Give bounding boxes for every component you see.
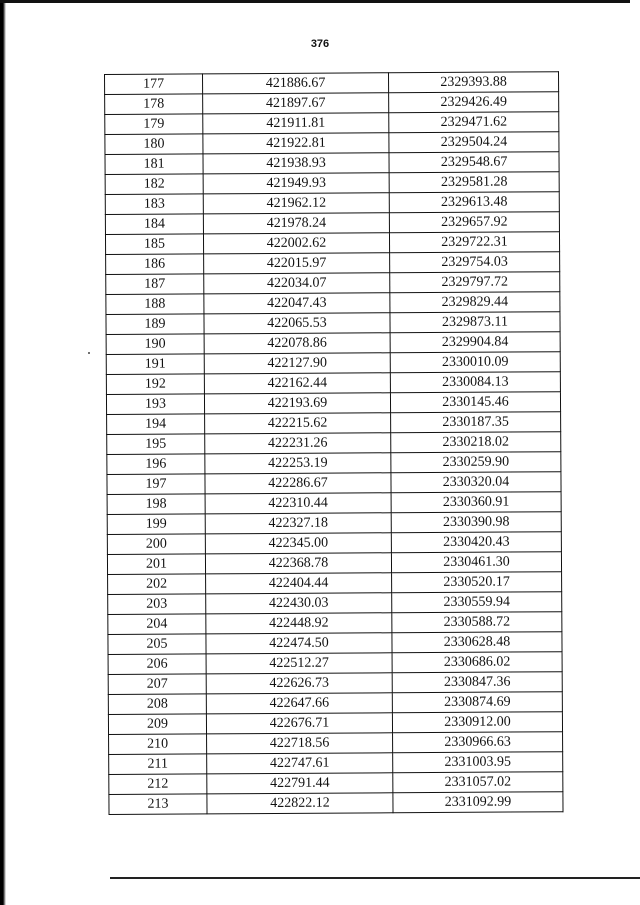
table-row (107, 432, 561, 455)
y-coordinate-cell: 2329504.24 (389, 132, 559, 153)
y-coordinate-cell: 2329873.11 (390, 312, 560, 333)
table-row (105, 172, 559, 195)
table-row (105, 152, 559, 175)
y-coordinate-cell: 2329613.48 (389, 192, 559, 213)
x-coordinate-cell: 422822.12 (207, 793, 393, 814)
y-coordinate-cell: 2330084.13 (390, 372, 560, 393)
point-number-cell: 194 (107, 414, 205, 435)
x-coordinate-cell: 422231.26 (205, 433, 391, 454)
y-coordinate-cell: 2329471.62 (389, 112, 559, 133)
table-row (108, 592, 562, 615)
table-row (107, 472, 561, 495)
y-coordinate-cell: 2329426.49 (389, 92, 559, 113)
point-number-cell: 201 (107, 554, 205, 575)
point-number-cell: 212 (109, 774, 207, 795)
point-number-cell: 199 (107, 514, 205, 535)
x-coordinate-cell: 422676.71 (206, 713, 392, 734)
y-coordinate-cell: 2329581.28 (389, 172, 559, 193)
point-number-cell: 196 (107, 454, 205, 475)
point-number-cell: 208 (108, 694, 206, 715)
y-coordinate-cell: 2330420.43 (391, 532, 561, 553)
table-row (109, 732, 563, 755)
point-number-cell: 181 (105, 154, 203, 175)
x-coordinate-cell: 422047.43 (204, 293, 390, 314)
x-coordinate-cell: 422791.44 (207, 773, 393, 794)
y-coordinate-cell: 2329548.67 (389, 152, 559, 173)
x-coordinate-cell: 422718.56 (207, 733, 393, 754)
table-row (106, 372, 560, 395)
table-row (105, 132, 559, 155)
scan-edge-top (0, 0, 630, 3)
table-row (108, 632, 562, 655)
table-row (108, 712, 562, 735)
y-coordinate-cell: 2330390.98 (391, 512, 561, 533)
table-row (107, 512, 561, 535)
x-coordinate-cell: 421949.93 (203, 173, 389, 194)
table-row (108, 692, 562, 715)
table-row (106, 252, 560, 275)
x-coordinate-cell: 422327.18 (205, 513, 391, 534)
y-coordinate-cell: 2329754.03 (390, 252, 560, 273)
point-number-cell: 204 (108, 614, 206, 635)
y-coordinate-cell: 2330966.63 (393, 732, 563, 753)
table-row (107, 492, 561, 515)
table-row (105, 112, 559, 135)
y-coordinate-cell: 2330874.69 (392, 692, 562, 713)
x-coordinate-cell: 421962.12 (203, 193, 389, 214)
table-row (106, 292, 560, 315)
point-number-cell: 192 (106, 374, 204, 395)
x-coordinate-cell: 421978.24 (203, 213, 389, 234)
point-number-cell: 185 (105, 234, 203, 255)
table-row (105, 232, 559, 255)
x-coordinate-cell: 422127.90 (204, 353, 390, 374)
x-coordinate-cell: 422162.44 (204, 373, 390, 394)
y-coordinate-cell: 2331092.99 (393, 792, 563, 813)
table-row (106, 392, 560, 415)
y-coordinate-cell: 2330218.02 (391, 432, 561, 453)
y-coordinate-cell: 2329904.84 (390, 332, 560, 353)
table-row (108, 572, 562, 595)
point-number-cell: 205 (108, 634, 206, 655)
table-row (105, 212, 559, 235)
coordinates-table (104, 71, 564, 815)
table-row (105, 192, 559, 215)
point-number-cell: 178 (105, 94, 203, 115)
x-coordinate-cell: 422368.78 (205, 553, 391, 574)
x-coordinate-cell: 422345.00 (205, 533, 391, 554)
y-coordinate-cell: 2330912.00 (392, 712, 562, 733)
y-coordinate-cell: 2329393.88 (388, 72, 558, 93)
y-coordinate-cell: 2330360.91 (391, 492, 561, 513)
table-row (105, 92, 559, 115)
table-row (109, 752, 563, 775)
x-coordinate-cell: 422193.69 (204, 393, 390, 414)
table-row (106, 332, 560, 355)
table-row (108, 672, 562, 695)
page-number: 376 (310, 38, 330, 50)
y-coordinate-cell: 2330461.30 (391, 552, 561, 573)
point-number-cell: 182 (105, 174, 203, 195)
point-number-cell: 188 (106, 294, 204, 315)
point-number-cell: 207 (108, 674, 206, 695)
point-number-cell: 213 (109, 794, 207, 815)
x-coordinate-cell: 422002.62 (203, 233, 389, 254)
x-coordinate-cell: 421897.67 (203, 93, 389, 114)
point-number-cell: 190 (106, 334, 204, 355)
x-coordinate-cell: 422747.61 (207, 753, 393, 774)
point-number-cell: 184 (105, 214, 203, 235)
table-row (107, 552, 561, 575)
x-coordinate-cell: 422404.44 (206, 573, 392, 594)
y-coordinate-cell: 2330588.72 (392, 612, 562, 633)
table-row (106, 312, 560, 335)
y-coordinate-cell: 2329829.44 (390, 292, 560, 313)
y-coordinate-cell: 2329657.92 (389, 212, 559, 233)
point-number-cell: 177 (105, 74, 203, 95)
point-number-cell: 183 (105, 194, 203, 215)
x-coordinate-cell: 422474.50 (206, 633, 392, 654)
point-number-cell: 203 (108, 594, 206, 615)
point-number-cell: 202 (108, 574, 206, 595)
table-row (108, 612, 562, 635)
x-coordinate-cell: 422626.73 (206, 673, 392, 694)
y-coordinate-cell: 2330145.46 (390, 392, 560, 413)
y-coordinate-cell: 2331003.95 (393, 752, 563, 773)
x-coordinate-cell: 422078.86 (204, 333, 390, 354)
coordinates-table-body (105, 72, 564, 815)
y-coordinate-cell: 2330847.36 (392, 672, 562, 693)
y-coordinate-cell: 2330259.90 (391, 452, 561, 473)
x-coordinate-cell: 421886.67 (203, 73, 389, 94)
point-number-cell: 187 (106, 274, 204, 295)
point-number-cell: 189 (106, 314, 204, 335)
x-coordinate-cell: 422286.67 (205, 473, 391, 494)
point-number-cell: 197 (107, 474, 205, 495)
x-coordinate-cell: 422065.53 (204, 313, 390, 334)
table-row (107, 452, 561, 475)
table-row (109, 772, 563, 795)
scan-edge-left (0, 0, 6, 905)
point-number-cell: 179 (105, 114, 203, 135)
y-coordinate-cell: 2330628.48 (392, 632, 562, 653)
y-coordinate-cell: 2330559.94 (392, 592, 562, 613)
point-number-cell: 211 (109, 754, 207, 775)
x-coordinate-cell: 421922.81 (203, 133, 389, 154)
y-coordinate-cell: 2330686.02 (392, 652, 562, 673)
x-coordinate-cell: 422647.66 (206, 693, 392, 714)
table-row (109, 792, 563, 815)
x-coordinate-cell: 422015.97 (204, 253, 390, 274)
x-coordinate-cell: 422310.44 (205, 493, 391, 514)
y-coordinate-cell: 2331057.02 (393, 772, 563, 793)
x-coordinate-cell: 422034.07 (204, 273, 390, 294)
point-number-cell: 180 (105, 134, 203, 155)
x-coordinate-cell: 421938.93 (203, 153, 389, 174)
x-coordinate-cell: 422215.62 (205, 413, 391, 434)
point-number-cell: 195 (107, 434, 205, 455)
point-number-cell: 198 (107, 494, 205, 515)
point-number-cell: 209 (108, 714, 206, 735)
y-coordinate-cell: 2330010.09 (390, 352, 560, 373)
x-coordinate-cell: 422253.19 (205, 453, 391, 474)
y-coordinate-cell: 2329797.72 (390, 272, 560, 293)
x-coordinate-cell: 422430.03 (206, 593, 392, 614)
x-coordinate-cell: 422448.92 (206, 613, 392, 634)
point-number-cell: 191 (106, 354, 204, 375)
point-number-cell: 193 (106, 394, 204, 415)
y-coordinate-cell: 2330187.35 (391, 412, 561, 433)
x-coordinate-cell: 422512.27 (206, 653, 392, 674)
table-row (108, 652, 562, 675)
point-number-cell: 186 (106, 254, 204, 275)
table-row (106, 272, 560, 295)
table-row (106, 352, 560, 375)
scan-edge-bottom (110, 877, 640, 879)
y-coordinate-cell: 2330520.17 (392, 572, 562, 593)
table-row (107, 412, 561, 435)
y-coordinate-cell: 2330320.04 (391, 472, 561, 493)
scan-speck (88, 352, 90, 354)
point-number-cell: 206 (108, 654, 206, 675)
table-row (107, 532, 561, 555)
y-coordinate-cell: 2329722.31 (389, 232, 559, 253)
point-number-cell: 200 (107, 534, 205, 555)
table-row (105, 72, 559, 95)
point-number-cell: 210 (109, 734, 207, 755)
x-coordinate-cell: 421911.81 (203, 113, 389, 134)
